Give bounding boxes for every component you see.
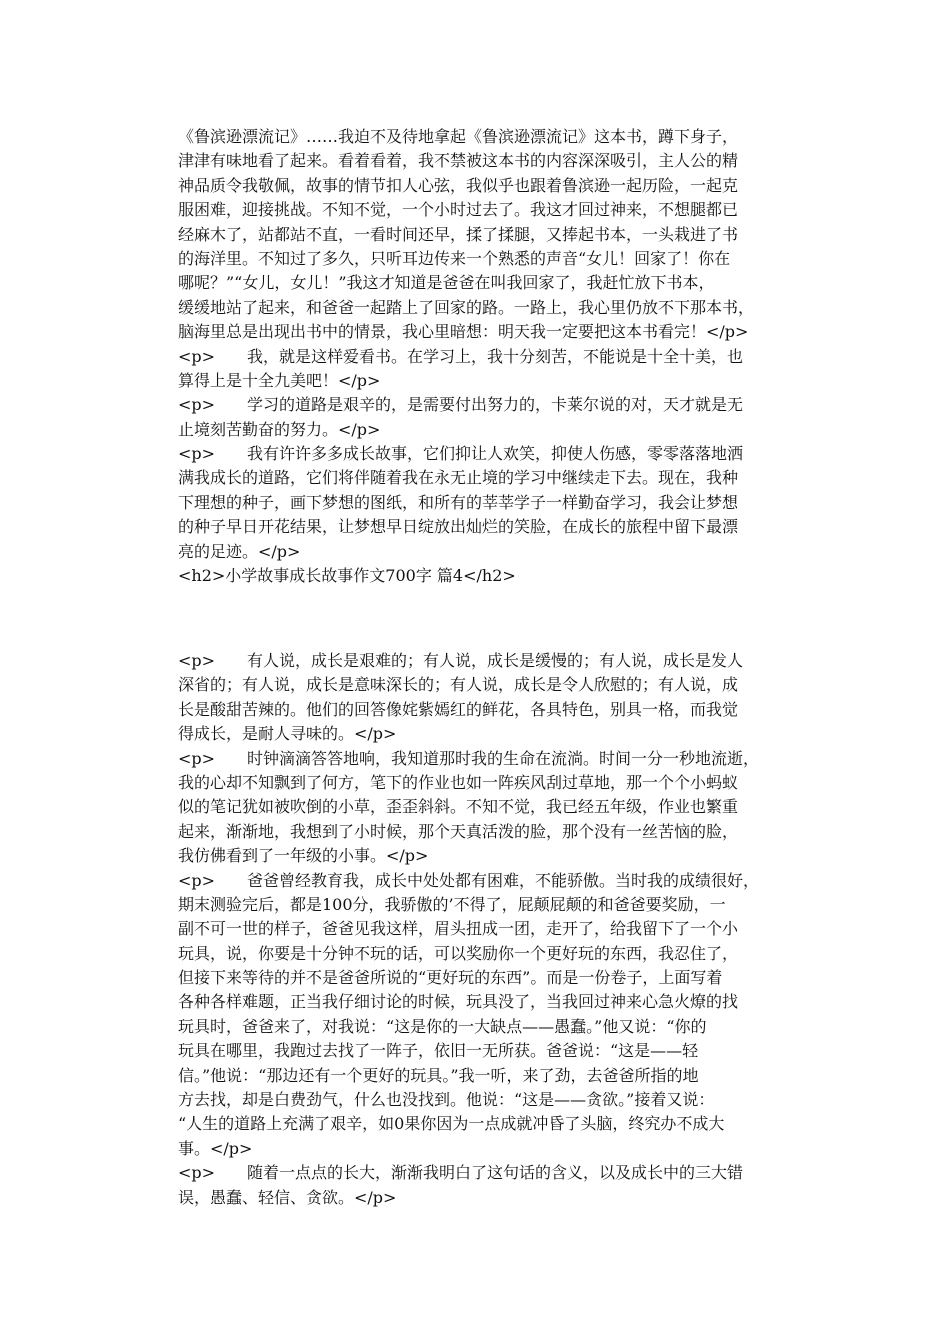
text-line: 玩具时，爸爸来了，对我说：“这是你的一大缺点——愚蠢。”他又说：“你的 [178, 1016, 707, 1036]
text-line: 但接下来等待的并不是爸爸所说的“更好玩的东西”。而是一份卷子，上面写着 [178, 968, 723, 988]
text-line: 玩具，说，你要是十分钟不玩的话，可以奖励你一个更好玩的东西，我忍住了， [178, 943, 739, 963]
text-line: 津津有味地看了起来。看着看着，我不禁被这本书的内容深深吸引，主人公的精 [178, 151, 739, 171]
text-line: 长是酸甜苦辣的。他们的回答像姹紫嫣红的鲜花，各具特色，别具一格，而我觉 [178, 699, 739, 719]
text-line: 《鲁滨逊漂流记》……我迫不及待地拿起《鲁滨逊漂流记》这本书，蹲下身子， [178, 127, 739, 146]
text-line: 方去找，却是白费劲气，什么也没找到。他说：“这是——贪欲。”接着又说： [178, 1090, 715, 1110]
text-line: 信。”他说：“那边还有一个更好的玩具。”我一听，来了劲，去爸爸所指的地 [178, 1065, 699, 1085]
text-line: “人生的道路上充满了艰辛，如0果你因为一点成就冲昏了头脑，终究办不成大 [178, 1114, 725, 1134]
text-line: 玩具在哪里，我跑过去找了一阵子，依旧一无所获。爸爸说：“这是——轻 [178, 1041, 699, 1061]
text-line: <p> 我有许许多多成长故事，它们抑让人欢笑，抑使人伤感，零零落落地洒 [178, 444, 744, 464]
text-line: <p> 爸爸曾经教育我，成长中处处都有困难，不能骄傲。当时我的成绩很好， [178, 870, 760, 890]
text-line: 深省的；有人说，成长是意味深长的；有人说，成长是令人欣慰的；有人说，成 [178, 675, 739, 695]
text-line: 脑海里总是出现出书中的情景，我心里暗想：明天我一定要把这本书看完！</p> [178, 322, 749, 342]
text-line: 起来，渐渐地，我想到了小时候，那个天真活泼的脸，那个没有一丝苦恼的脸， [178, 821, 739, 841]
text-line: 哪呢？”“女儿，女儿！”我这才知道是爸爸在叫我回家了，我赶忙放下书本， [178, 273, 715, 293]
text-line: 神品质令我敬佩，故事的情节扣人心弦，我似乎也跟着鲁滨逊一起历险，一起克 [178, 175, 739, 195]
text-line: <p> 有人说，成长是艰难的；有人说，成长是缓慢的；有人说，成长是发人 [178, 651, 744, 670]
text-line: 下理想的种子，画下梦想的图纸，和所有的莘莘学子一样勤奋学习，我会让梦想 [178, 492, 739, 512]
text-line: 事。</p> [178, 1138, 253, 1158]
text-section-2 [178, 649, 778, 1210]
text-line: <h2>小学故事成长故事作文700字 篇4</h2> [178, 566, 516, 586]
text-line: 算得上是十全九美吧！</p> [178, 370, 381, 390]
text-line: 误，愚蠢、轻信、贪欲。</p> [178, 1187, 397, 1207]
text-line: <p> 时钟滴滴答答地响，我知道那时我的生命在流淌。时间一分一秒地流逝， [178, 748, 760, 768]
text-line: 副不可一世的样子，爸爸见我这样，眉头扭成一团，走开了，给我留下了一个小 [178, 919, 739, 939]
text-line: 满我成长的道路，它们将伴随着我在永无止境的学习中继续走下去。现在，我种 [178, 468, 739, 488]
text-line: <p> 我，就是这样爱看书。在学习上，我十分刻苦，不能说是十全十美，也 [178, 346, 744, 366]
text-line: 我仿佛看到了一年级的小事。</p> [178, 846, 429, 866]
text-line: 我的心却不知飘到了何方，笔下的作业也如一阵疾风刮过草地，那一个个小蚂蚁 [178, 772, 739, 792]
text-line: 各种各样难题，正当我仔细讨论的时候，玩具没了，当我回过神来心急火燎的找 [178, 992, 739, 1012]
text-section-1 [178, 125, 778, 588]
text-line: 缓缓地站了起来，和爸爸一起踏上了回家的路。一路上，我心里仍放不下那本书， [178, 297, 755, 317]
text-line: 的海洋里。不知过了多久，只听耳边传来一个熟悉的声音“女儿！回家了！你在 [178, 248, 731, 268]
text-line: 期末测验完后，都是100分，我骄傲的’不得了，屁颠屁颠的和爸爸要奖励，一 [178, 894, 726, 914]
text-line: 的种子早日开花结果，让梦想早日绽放出灿烂的笑脸，在成长的旅程中留下最漂 [178, 517, 739, 537]
text-line: 似的笔记犹如被吹倒的小草，歪歪斜斜。不知不觉，我已经五年级，作业也繁重 [178, 797, 739, 817]
text-line: 止境刻苦勤奋的努力。</p> [178, 419, 381, 439]
text-line: <p> 随着一点点的长大，渐渐我明白了这句话的含义，以及成长中的三大错 [178, 1163, 744, 1183]
text-line: 亮的足迹。</p> [178, 541, 301, 561]
text-line: 经麻木了，站都站不直，一看时间还早，揉了揉腿，又捧起书本，一头栽进了书 [178, 224, 739, 244]
text-line: 得成长，是耐人寻味的。</p> [178, 724, 397, 744]
text-line: 服困难，迎接挑战。不知不觉，一个小时过去了。我这才回过神来，不想腿都已 [178, 200, 739, 220]
text-line: <p> 学习的道路是艰辛的，是需要付出努力的，卡莱尔说的对，天才就是无 [178, 395, 744, 415]
